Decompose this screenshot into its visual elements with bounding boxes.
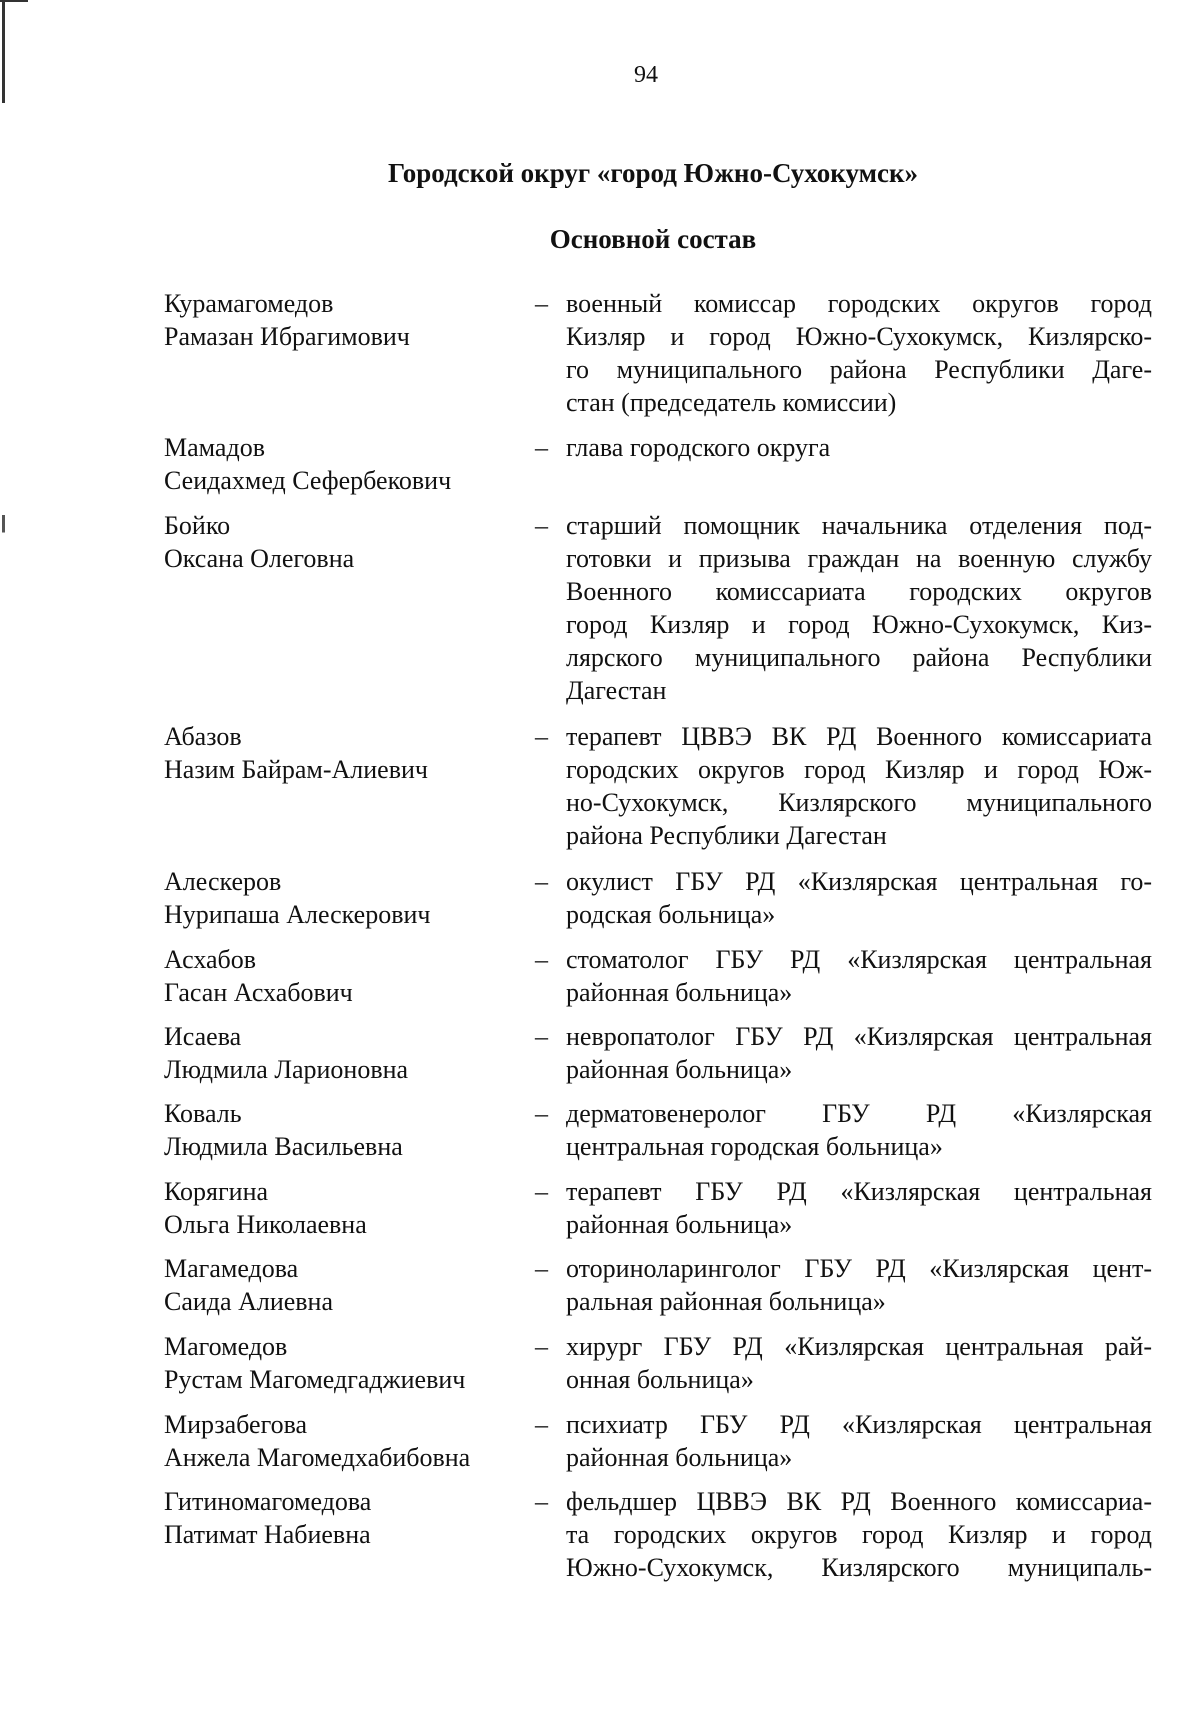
member-surname: Асхабов (164, 945, 257, 974)
member-surname: Бойко (164, 511, 231, 540)
member-role (566, 1408, 1152, 1474)
member-role (566, 1020, 1152, 1086)
member-role-line: Дагестан (566, 676, 667, 705)
scan-corner-mark (0, 0, 28, 2)
member-dash: – (535, 511, 548, 540)
member-dash: – (535, 1254, 548, 1283)
member-role (566, 865, 1152, 931)
member-role-line: готовки и призыва граждан на военную службу (566, 544, 1152, 573)
member-given-names: Рустам Магомедгаджиевич (164, 1365, 466, 1394)
member-dash: – (535, 289, 548, 318)
member-name (164, 1485, 524, 1551)
member-name (164, 509, 524, 575)
member-role-line: центральная городская больница» (566, 1132, 943, 1161)
member-dash: – (535, 1487, 548, 1516)
member-given-names: Саида Алиевна (164, 1287, 333, 1316)
member-role-line: психиатр ГБУ РД «Кизлярская центральная (566, 1410, 1152, 1439)
member-dash: – (535, 1410, 548, 1439)
member-role-line: военный комиссар городских округов город (566, 289, 1152, 318)
member-name (164, 1097, 524, 1163)
member-role-line: районная больница» (566, 1055, 793, 1084)
member-role-line: терапевт ЦВВЭ ВК РД Военного комиссариата (566, 722, 1152, 751)
member-role (566, 509, 1152, 707)
member-surname: Мирзабегова (164, 1410, 308, 1439)
member-role-line: районная больница» (566, 1210, 793, 1239)
member-role-line: окулист ГБУ РД «Кизлярская центральная го- (566, 867, 1152, 896)
member-role-line: но-Сухокумск, Кизлярского муниципального (566, 788, 1152, 817)
member-name (164, 431, 524, 497)
member-role-line: ральная районная больница» (566, 1287, 886, 1316)
member-name (164, 1252, 524, 1318)
scan-edge-mark (2, 0, 5, 1717)
member-role-line: фельдшер ЦВВЭ ВК РД Военного комиссариа- (566, 1487, 1152, 1516)
member-role-line: городских округов город Кизляр и город Юж- (566, 755, 1152, 784)
section-title: Основной состав (549, 224, 757, 254)
member-dash: – (535, 1099, 548, 1128)
member-role (566, 287, 1152, 419)
member-surname: Магомедов (164, 1332, 288, 1361)
member-role (566, 1485, 1152, 1584)
member-given-names: Гасан Асхабович (164, 978, 353, 1007)
member-surname: Курамагомедов (164, 289, 334, 318)
member-name (164, 1330, 524, 1396)
member-role-line: глава городского округа (566, 433, 831, 462)
member-given-names: Ольга Николаевна (164, 1210, 367, 1239)
member-given-names: Оксана Олеговна (164, 544, 355, 573)
member-name (164, 1408, 524, 1474)
member-dash: – (535, 1332, 548, 1361)
member-role-line: Южно-Сухокумск, Кизлярского муниципаль- (566, 1553, 1152, 1582)
member-role-line: Кизляр и город Южно-Сухокумск, Кизлярско- (566, 322, 1152, 351)
member-surname: Коваль (164, 1099, 242, 1128)
member-role-line: невропатолог ГБУ РД «Кизлярская центральная (566, 1022, 1152, 1051)
member-given-names: Патимат Набиевна (164, 1520, 371, 1549)
member-role (566, 431, 1152, 464)
member-role-line: Военного комиссариата городских округов (566, 577, 1152, 606)
member-role-line: город Кизляр и город Южно-Сухокумск, Киз- (566, 610, 1152, 639)
member-role-line: родская больница» (566, 900, 776, 929)
member-role-line: хирург ГБУ РД «Кизлярская центральная рай- (566, 1332, 1152, 1361)
member-surname: Магамедова (164, 1254, 299, 1283)
member-role-line: районная больница» (566, 978, 793, 1007)
member-given-names: Назим Байрам-Алиевич (164, 755, 428, 784)
member-given-names: Рамазан Ибрагимович (164, 322, 410, 351)
member-name (164, 287, 524, 353)
member-role (566, 1252, 1152, 1318)
member-role-line: оториноларинголог ГБУ РД «Кизлярская цент- (566, 1254, 1152, 1283)
member-role-line: терапевт ГБУ РД «Кизлярская центральная (566, 1177, 1152, 1206)
member-name (164, 1020, 524, 1086)
member-role (566, 720, 1152, 852)
member-given-names: Нурипаша Алескерович (164, 900, 431, 929)
member-role-line: онная больница» (566, 1365, 754, 1394)
member-given-names: Людмила Васильевна (164, 1132, 403, 1161)
member-role-line: старший помощник начальника отделения под- (566, 511, 1152, 540)
member-surname: Корягина (164, 1177, 269, 1206)
member-surname: Алескеров (164, 867, 282, 896)
member-role-line: дерматовенеролог ГБУ РД «Кизлярская (566, 1099, 1152, 1128)
member-surname: Мамадов (164, 433, 265, 462)
member-role (566, 1097, 1152, 1163)
member-role-line: стоматолог ГБУ РД «Кизлярская центральная (566, 945, 1152, 974)
member-name (164, 1175, 524, 1241)
member-surname: Абазов (164, 722, 242, 751)
member-name (164, 865, 524, 931)
member-role (566, 943, 1152, 1009)
member-given-names: Сеидахмед Сефербекович (164, 466, 452, 495)
member-role-line: районная больница» (566, 1443, 793, 1472)
member-dash: – (535, 1177, 548, 1206)
member-role-line: та городских округов город Кизляр и город (566, 1520, 1152, 1549)
member-dash: – (535, 1022, 548, 1051)
member-surname: Исаева (164, 1022, 242, 1051)
member-role-line: го муниципального района Республики Даге- (566, 355, 1152, 384)
member-name (164, 720, 524, 786)
member-name (164, 943, 524, 1009)
member-role-line: района Республики Дагестан (566, 821, 887, 850)
member-surname: Гитиномагомедова (164, 1487, 372, 1516)
member-dash: – (535, 867, 548, 896)
district-title: Городской округ «город Южно-Сухокумск» (387, 158, 919, 188)
member-given-names: Людмила Ларионовна (164, 1055, 409, 1084)
member-dash: – (535, 945, 548, 974)
member-dash: – (535, 433, 548, 462)
member-role (566, 1330, 1152, 1396)
page-number: 94 (634, 62, 658, 88)
member-given-names: Анжела Магомедхабибовна (164, 1443, 471, 1472)
member-role-line: лярского муниципального района Республики (566, 643, 1152, 672)
member-role-line: стан (председатель комиссии) (566, 388, 897, 417)
member-dash: – (535, 722, 548, 751)
member-role (566, 1175, 1152, 1241)
